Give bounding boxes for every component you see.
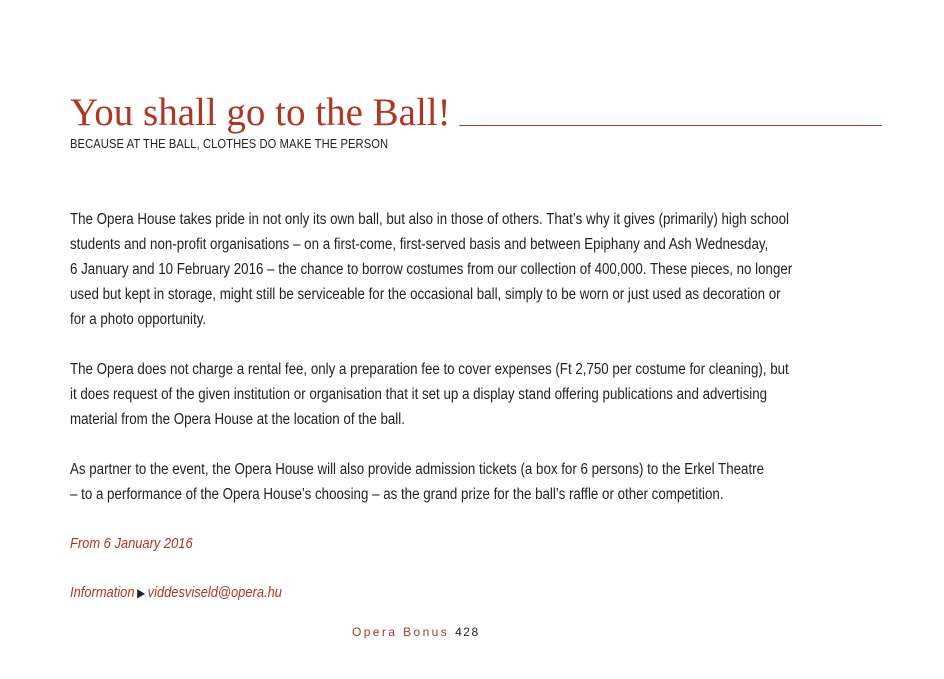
paragraph-line: – to a performance of the Opera House’s choosing – as the grand prize for the ball’s raffle or other competition. (70, 486, 724, 503)
paragraph-2 (70, 357, 872, 432)
paragraph-line: The Opera does not charge a rental fee, only a preparation fee to cover expenses (Ft 2,750 per costume for cleaning), but (70, 361, 789, 378)
paragraph-line: material from the Opera House at the location of the ball. (70, 411, 405, 428)
paragraph-line: for a photo opportunity. (70, 311, 207, 328)
information-label: Information (70, 584, 135, 601)
information-line (70, 584, 282, 601)
paragraph-line: it does request of the given institution or organisation that it set up a display stand offering publications and advertising (70, 386, 768, 403)
paragraph-line: used but kept in storage, might still be serviceable for the occasional ball, simply to be worn or just used as decoration or (70, 286, 781, 303)
page-title: You shall go to the Ball! (70, 91, 451, 134)
paragraph-line: 6 January and 10 February 2016 – the chance to borrow costumes from our collection of 400,000. These pieces, no longer (70, 261, 793, 278)
footer-label: Opera Bonus (352, 625, 450, 639)
paragraph-1 (70, 207, 872, 332)
page-number: 428 (455, 625, 480, 639)
title-rule (459, 125, 882, 126)
arrow-right-icon: ▶ (137, 586, 146, 600)
paragraph-line: students and non-profit organisations – on a first-come, first-served basis and between Epiphany and Ash Wednesday, (70, 236, 769, 253)
title-row (70, 86, 882, 132)
page-footer (352, 625, 480, 639)
paragraph-line: As partner to the event, the Opera House will also provide admission tickets (a box for 6 persons) to the Erkel Theatre (70, 461, 765, 478)
information-email-link[interactable]: viddesviseld@opera.hu (147, 584, 282, 601)
paragraph-line: The Opera House takes pride in not only its own ball, but also in those of others. That’s why it gives (primarily) high school (70, 211, 789, 228)
event-date: From 6 January 2016 (70, 535, 193, 552)
paragraph-3 (70, 457, 872, 507)
page-subtitle: BECAUSE AT THE BALL, CLOTHES DO MAKE THE PERSON (70, 136, 389, 151)
